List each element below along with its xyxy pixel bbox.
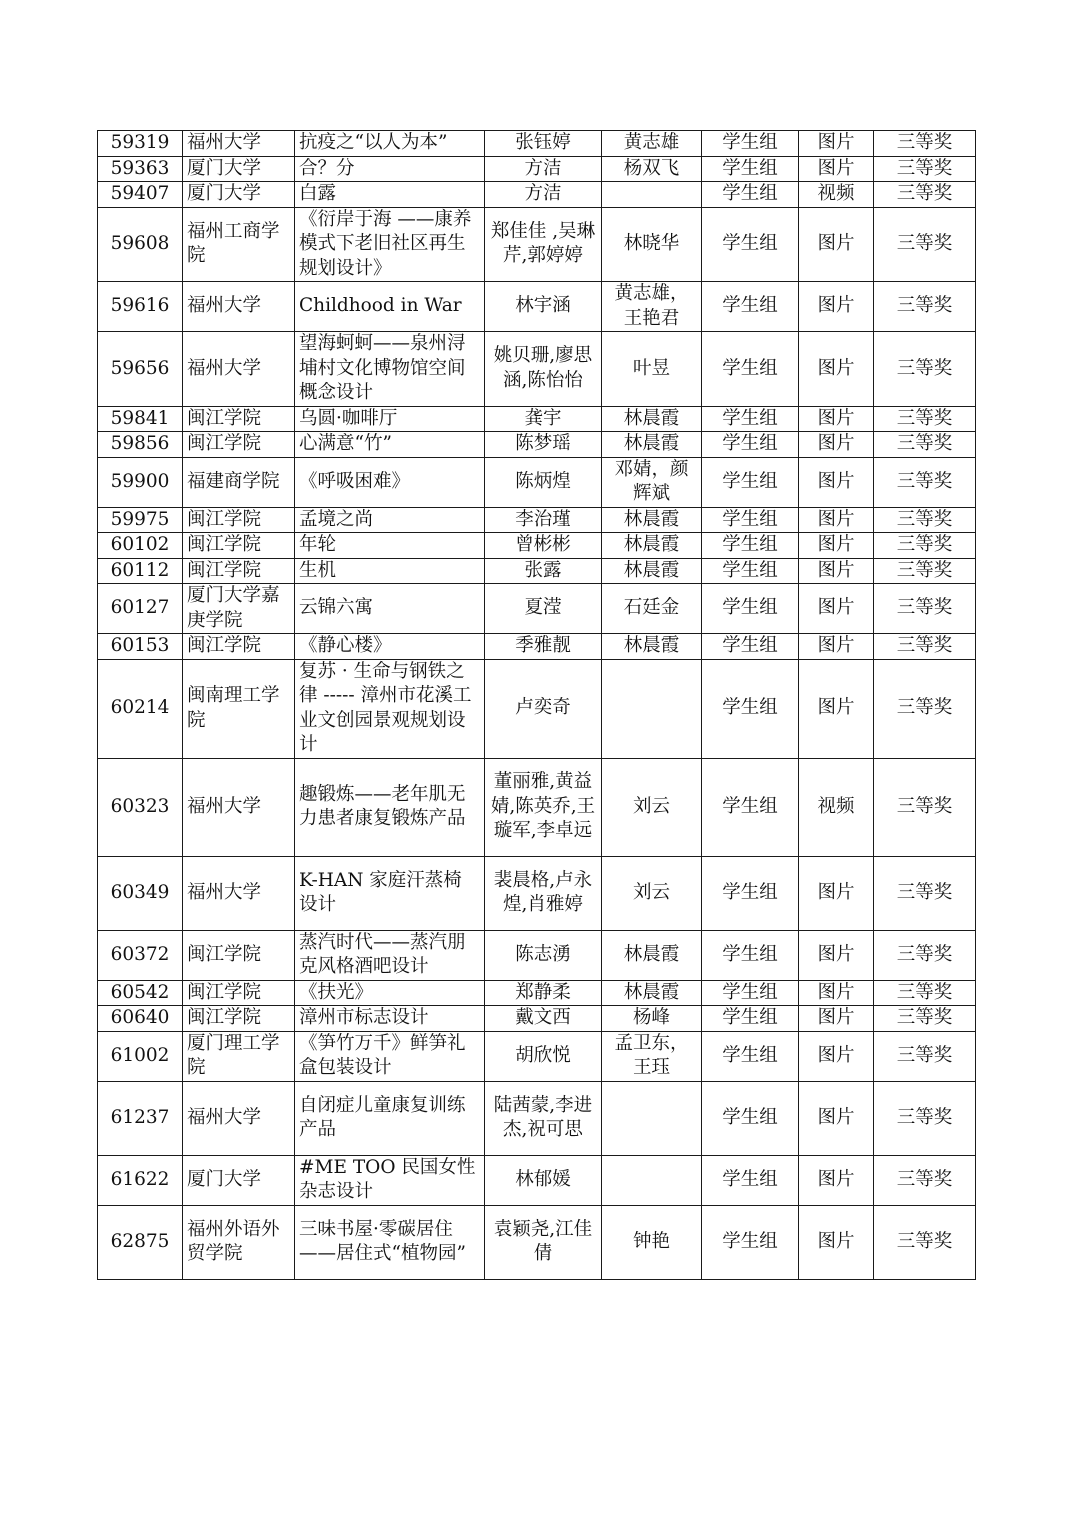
advisor-cell: 黄志雄，王艳君: [602, 282, 702, 332]
table-row: [98, 332, 976, 407]
school-cell: 福建商学院: [183, 457, 295, 507]
table-row: [98, 207, 976, 282]
group-cell: 学生组: [702, 1081, 799, 1155]
group-cell: 学生组: [702, 1006, 799, 1032]
table-row: [98, 758, 976, 856]
authors-cell: 裴晨格,卢永煌,肖雅婷: [485, 856, 602, 930]
work-type-cell: 图片: [799, 432, 874, 458]
prize-cell: 三等奖: [874, 1205, 976, 1279]
prize-cell: 三等奖: [874, 1006, 976, 1032]
work-type-cell: 图片: [799, 207, 874, 282]
school-cell: 福州大学: [183, 282, 295, 332]
authors-cell: 郑佳佳 ,吴琳芹,郭婷婷: [485, 207, 602, 282]
authors-cell: 李治瑾: [485, 507, 602, 533]
school-cell: 福州大学: [183, 332, 295, 407]
table-row: [98, 406, 976, 432]
table-row: [98, 507, 976, 533]
advisor-cell: 林晨霞: [602, 406, 702, 432]
authors-cell: 袁颖尧,江佳倩: [485, 1205, 602, 1279]
group-cell: 学生组: [702, 558, 799, 584]
group-cell: 学生组: [702, 634, 799, 660]
table-row: [98, 282, 976, 332]
authors-cell: 方洁: [485, 156, 602, 182]
work-title-cell: 合？分: [295, 156, 485, 182]
work-title-cell: 望海蚵蚵——泉州浔埔村文化博物馆空间概念设计: [295, 332, 485, 407]
work-title-cell: 复苏 · 生命与钢铁之律 ----- 漳州市花溪工业文创园景观规划设计: [295, 659, 485, 758]
entry-id-cell: 60323: [98, 758, 183, 856]
group-cell: 学生组: [702, 282, 799, 332]
group-cell: 学生组: [702, 131, 799, 157]
advisor-cell: [602, 1081, 702, 1155]
group-cell: 学生组: [702, 457, 799, 507]
entry-id-cell: 62875: [98, 1205, 183, 1279]
prize-cell: 三等奖: [874, 507, 976, 533]
table-row: [98, 659, 976, 758]
work-type-cell: 图片: [799, 980, 874, 1006]
work-type-cell: 图片: [799, 1081, 874, 1155]
group-cell: 学生组: [702, 533, 799, 559]
school-cell: 闽江学院: [183, 432, 295, 458]
advisor-cell: [602, 1155, 702, 1205]
school-cell: 闽江学院: [183, 533, 295, 559]
advisor-cell: 叶昱: [602, 332, 702, 407]
group-cell: 学生组: [702, 182, 799, 208]
school-cell: 厦门大学嘉庚学院: [183, 584, 295, 634]
group-cell: 学生组: [702, 758, 799, 856]
work-title-cell: 蒸汽时代——蒸汽朋克风格酒吧设计: [295, 930, 485, 980]
group-cell: 学生组: [702, 1155, 799, 1205]
entry-id-cell: 60349: [98, 856, 183, 930]
table-row: [98, 558, 976, 584]
school-cell: 闽南理工学院: [183, 659, 295, 758]
table-body: [98, 131, 976, 1280]
authors-cell: 陈梦瑶: [485, 432, 602, 458]
work-type-cell: 图片: [799, 507, 874, 533]
work-title-cell: 《笋竹万千》鲜笋礼盒包装设计: [295, 1031, 485, 1081]
advisor-cell: 孟卫东，王珏: [602, 1031, 702, 1081]
entry-id-cell: 59407: [98, 182, 183, 208]
work-title-cell: 《呼吸困难》: [295, 457, 485, 507]
authors-cell: 胡欣悦: [485, 1031, 602, 1081]
advisor-cell: 林晓华: [602, 207, 702, 282]
group-cell: 学生组: [702, 1205, 799, 1279]
work-title-cell: 抗疫之“以人为本”: [295, 131, 485, 157]
group-cell: 学生组: [702, 207, 799, 282]
group-cell: 学生组: [702, 432, 799, 458]
entry-id-cell: 59363: [98, 156, 183, 182]
work-type-cell: 图片: [799, 457, 874, 507]
authors-cell: 陈炳煌: [485, 457, 602, 507]
advisor-cell: 钟艳: [602, 1205, 702, 1279]
group-cell: 学生组: [702, 406, 799, 432]
entry-id-cell: 61002: [98, 1031, 183, 1081]
entry-id-cell: 60127: [98, 584, 183, 634]
work-type-cell: 视频: [799, 758, 874, 856]
work-title-cell: 乌圆·咖啡厅: [295, 406, 485, 432]
prize-cell: 三等奖: [874, 457, 976, 507]
table-row: [98, 634, 976, 660]
school-cell: 闽江学院: [183, 930, 295, 980]
group-cell: 学生组: [702, 156, 799, 182]
prize-cell: 三等奖: [874, 558, 976, 584]
advisor-cell: [602, 659, 702, 758]
entry-id-cell: 60542: [98, 980, 183, 1006]
authors-cell: 方洁: [485, 182, 602, 208]
work-title-cell: 心满意“竹”: [295, 432, 485, 458]
prize-cell: 三等奖: [874, 659, 976, 758]
group-cell: 学生组: [702, 507, 799, 533]
group-cell: 学生组: [702, 332, 799, 407]
school-cell: 厦门大学: [183, 1155, 295, 1205]
prize-cell: 三等奖: [874, 758, 976, 856]
prize-cell: 三等奖: [874, 432, 976, 458]
work-title-cell: 孟境之尚: [295, 507, 485, 533]
work-title-cell: 自闭症儿童康复训练产品: [295, 1081, 485, 1155]
school-cell: 福州工商学院: [183, 207, 295, 282]
entry-id-cell: 60112: [98, 558, 183, 584]
work-title-cell: 云锦六寓: [295, 584, 485, 634]
entry-id-cell: 59616: [98, 282, 183, 332]
entry-id-cell: 59319: [98, 131, 183, 157]
prize-cell: 三等奖: [874, 584, 976, 634]
work-type-cell: 图片: [799, 856, 874, 930]
school-cell: 厦门理工学院: [183, 1031, 295, 1081]
work-title-cell: 《衍岸于海 ——康养模式下老旧社区再生规划设计》: [295, 207, 485, 282]
prize-cell: 三等奖: [874, 634, 976, 660]
entry-id-cell: 60372: [98, 930, 183, 980]
work-type-cell: 图片: [799, 1155, 874, 1205]
prize-cell: 三等奖: [874, 182, 976, 208]
work-type-cell: 图片: [799, 131, 874, 157]
work-type-cell: 图片: [799, 332, 874, 407]
table-row: [98, 1155, 976, 1205]
work-type-cell: 图片: [799, 282, 874, 332]
authors-cell: 季雅靓: [485, 634, 602, 660]
school-cell: 闽江学院: [183, 558, 295, 584]
work-type-cell: 图片: [799, 533, 874, 559]
work-title-cell: 生机: [295, 558, 485, 584]
prize-cell: 三等奖: [874, 1081, 976, 1155]
work-type-cell: 视频: [799, 182, 874, 208]
school-cell: 闽江学院: [183, 634, 295, 660]
authors-cell: 龚宇: [485, 406, 602, 432]
prize-cell: 三等奖: [874, 930, 976, 980]
advisor-cell: 林晨霞: [602, 432, 702, 458]
prize-cell: 三等奖: [874, 156, 976, 182]
work-title-cell: K-HAN 家庭汗蒸椅设计: [295, 856, 485, 930]
table-row: [98, 457, 976, 507]
advisor-cell: 林晨霞: [602, 930, 702, 980]
advisor-cell: [602, 182, 702, 208]
entry-id-cell: 59608: [98, 207, 183, 282]
authors-cell: 戴文西: [485, 1006, 602, 1032]
table-row: [98, 131, 976, 157]
authors-cell: 董丽雅,黄益婧,陈英乔,王璇军,李卓远: [485, 758, 602, 856]
advisor-cell: 林晨霞: [602, 980, 702, 1006]
entry-id-cell: 61622: [98, 1155, 183, 1205]
entry-id-cell: 59856: [98, 432, 183, 458]
advisor-cell: 林晨霞: [602, 507, 702, 533]
prize-cell: 三等奖: [874, 980, 976, 1006]
advisor-cell: 刘云: [602, 856, 702, 930]
table-row: [98, 1205, 976, 1279]
work-type-cell: 图片: [799, 1205, 874, 1279]
group-cell: 学生组: [702, 584, 799, 634]
work-type-cell: 图片: [799, 1031, 874, 1081]
authors-cell: 郑静柔: [485, 980, 602, 1006]
work-type-cell: 图片: [799, 634, 874, 660]
authors-cell: 张钰婷: [485, 131, 602, 157]
table-row: [98, 1081, 976, 1155]
table-row: [98, 156, 976, 182]
entry-id-cell: 59900: [98, 457, 183, 507]
school-cell: 福州大学: [183, 758, 295, 856]
prize-cell: 三等奖: [874, 856, 976, 930]
award-table: [97, 130, 976, 1280]
work-title-cell: 三味书屋·零碳居住——居住式“植物园”: [295, 1205, 485, 1279]
group-cell: 学生组: [702, 856, 799, 930]
work-type-cell: 图片: [799, 406, 874, 432]
group-cell: 学生组: [702, 980, 799, 1006]
school-cell: 闽江学院: [183, 406, 295, 432]
prize-cell: 三等奖: [874, 533, 976, 559]
entry-id-cell: 60214: [98, 659, 183, 758]
authors-cell: 夏滢: [485, 584, 602, 634]
entry-id-cell: 60102: [98, 533, 183, 559]
authors-cell: 陆茜蒙,李进杰,祝可思: [485, 1081, 602, 1155]
work-title-cell: 白露: [295, 182, 485, 208]
table-row: [98, 980, 976, 1006]
table-row: [98, 1031, 976, 1081]
entry-id-cell: 60153: [98, 634, 183, 660]
work-title-cell: 漳州市标志设计: [295, 1006, 485, 1032]
work-type-cell: 图片: [799, 558, 874, 584]
authors-cell: 卢奕奇: [485, 659, 602, 758]
advisor-cell: 杨峰: [602, 1006, 702, 1032]
advisor-cell: 杨双飞: [602, 156, 702, 182]
school-cell: 闽江学院: [183, 1006, 295, 1032]
table-row: [98, 856, 976, 930]
work-type-cell: 图片: [799, 930, 874, 980]
entry-id-cell: 61237: [98, 1081, 183, 1155]
entry-id-cell: 59975: [98, 507, 183, 533]
authors-cell: 姚贝珊,廖思涵,陈怡怡: [485, 332, 602, 407]
prize-cell: 三等奖: [874, 406, 976, 432]
prize-cell: 三等奖: [874, 1031, 976, 1081]
prize-cell: 三等奖: [874, 282, 976, 332]
prize-cell: 三等奖: [874, 131, 976, 157]
work-type-cell: 图片: [799, 584, 874, 634]
group-cell: 学生组: [702, 659, 799, 758]
table-row: [98, 182, 976, 208]
entry-id-cell: 59656: [98, 332, 183, 407]
authors-cell: 张露: [485, 558, 602, 584]
work-title-cell: 《扶光》: [295, 980, 485, 1006]
school-cell: 闽江学院: [183, 980, 295, 1006]
authors-cell: 林郁媛: [485, 1155, 602, 1205]
authors-cell: 林宇涵: [485, 282, 602, 332]
advisor-cell: 邓婧，颜辉斌: [602, 457, 702, 507]
work-title-cell: 年轮: [295, 533, 485, 559]
school-cell: 厦门大学: [183, 156, 295, 182]
work-title-cell: 趣锻炼——老年肌无力患者康复锻炼产品: [295, 758, 485, 856]
advisor-cell: 林晨霞: [602, 533, 702, 559]
table-row: [98, 584, 976, 634]
work-title-cell: 《静心楼》: [295, 634, 485, 660]
school-cell: 厦门大学: [183, 182, 295, 208]
work-type-cell: 图片: [799, 156, 874, 182]
prize-cell: 三等奖: [874, 332, 976, 407]
table-row: [98, 930, 976, 980]
authors-cell: 陈志湧: [485, 930, 602, 980]
work-type-cell: 图片: [799, 659, 874, 758]
table-row: [98, 1006, 976, 1032]
advisor-cell: 林晨霞: [602, 634, 702, 660]
group-cell: 学生组: [702, 1031, 799, 1081]
advisor-cell: 刘云: [602, 758, 702, 856]
advisor-cell: 黄志雄: [602, 131, 702, 157]
school-cell: 福州外语外贸学院: [183, 1205, 295, 1279]
work-type-cell: 图片: [799, 1006, 874, 1032]
work-title-cell: #ME TOO 民国女性杂志设计: [295, 1155, 485, 1205]
group-cell: 学生组: [702, 930, 799, 980]
school-cell: 闽江学院: [183, 507, 295, 533]
entry-id-cell: 59841: [98, 406, 183, 432]
advisor-cell: 石廷金: [602, 584, 702, 634]
authors-cell: 曾彬彬: [485, 533, 602, 559]
school-cell: 福州大学: [183, 856, 295, 930]
entry-id-cell: 60640: [98, 1006, 183, 1032]
prize-cell: 三等奖: [874, 1155, 976, 1205]
advisor-cell: 林晨霞: [602, 558, 702, 584]
table-row: [98, 533, 976, 559]
school-cell: 福州大学: [183, 131, 295, 157]
school-cell: 福州大学: [183, 1081, 295, 1155]
prize-cell: 三等奖: [874, 207, 976, 282]
table-row: [98, 432, 976, 458]
work-title-cell: Childhood in War: [295, 282, 485, 332]
